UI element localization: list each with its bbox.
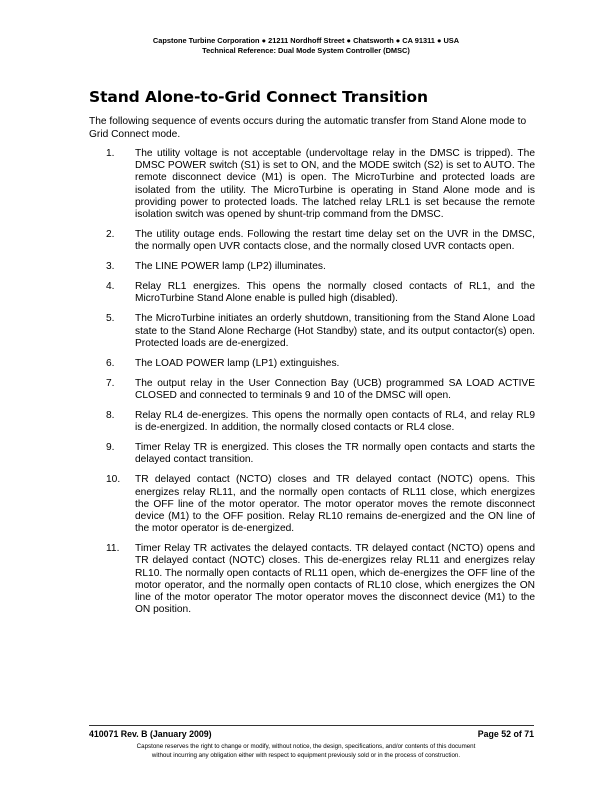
step-number: 8. (106, 410, 115, 422)
list-item (89, 474, 535, 535)
step-text: The utility voltage is not acceptable (undervoltage relay in the DMSC is tripped). The DMSC POWER switch (S1) is set to ON, and the MODE switch (S2) is set to AUTO. The remote disconnect device (M1) is open. The MicroTurbine and protected loads are isolated from the utility. The MicroTurbine is operating in Stand Alone mode and is providing power to protected loads. The latched relay LRL1 is set because the remote isolation switch was opened by shunt-trip command from the DMSC. (135, 148, 535, 221)
list-item (89, 148, 535, 221)
page-number: Page 52 of 71 (477, 729, 534, 739)
step-number: 10. (106, 474, 121, 486)
step-text: The output relay in the User Connection Bay (UCB) programmed SA LOAD ACTIVE CLOSED and connected to terminals 9 and 10 of the DMSC will open. (135, 377, 535, 402)
step-text: Timer Relay TR activates the delayed contacts. TR delayed contact (NCTO) opens and TR delayed contact (NOTC) closes. This de-energizes relay RL11 and energizes relay RL10. The normally open contacts of RL11 open, which de-energizes the OFF line of the motor operator, and the normally open contacts of RL10 close, which energizes the ON line of the motor operator The motor operator moves the disconnect device (M1) to the ON position. (135, 543, 535, 616)
step-number: 2. (106, 229, 115, 241)
step-number: 1. (106, 148, 115, 159)
step-text: The LOAD POWER lamp (LP1) extinguishes. (135, 357, 340, 369)
step-text: TR delayed contact (NCTO) closes and TR delayed contact (NOTC) opens. This energizes relay RL11, and the normally open contacts of RL11 close, which energizes the OFF line of the motor operator. The motor operator moves the remote disconnect device (M1) to the OFF position. Relay RL10 remains de-energized and the ON line of the motor operator is de-energized. (135, 474, 535, 535)
step-number: 4. (106, 281, 115, 293)
list-item (89, 229, 535, 253)
step-number: 9. (106, 442, 115, 454)
intro-paragraph: The following sequence of events occurs during the automatic transfer from Stand Alone mode to Grid Connect mode. (89, 116, 527, 140)
disclaimer-line-1: Capstone reserves the right to change or modify, without notice, the design, specifications, and/or contents of this document (136, 743, 476, 750)
transition-steps-list (89, 148, 535, 624)
header-company-address: Capstone Turbine Corporation ● 21211 Nordhoff Street ● Chatsworth ● CA 91311 ● USA (152, 36, 460, 45)
disclaimer-line-2: without incurring any obligation either with respect to equipment previously sold or in the process of construction. (151, 752, 461, 759)
footer-divider (89, 725, 534, 726)
document-revision: 410071 Rev. B (January 2009) (89, 729, 212, 739)
list-item (89, 442, 535, 466)
step-number: 3. (106, 261, 115, 273)
list-item (89, 358, 535, 370)
section-title: Stand Alone-to-Grid Connect Transition (89, 88, 428, 106)
step-text: Timer Relay TR is energized. This closes the TR normally open contacts and starts the delayed contact transition. (135, 442, 535, 466)
step-number: 5. (106, 313, 115, 325)
step-text: Relay RL4 de-energizes. This opens the normally open contacts of RL4, and relay RL9 is de-energized. In addition, the normally closed contacts or RL4 close. (135, 410, 535, 434)
step-text: Relay RL1 energizes. This opens the normally closed contacts of RL1, and the MicroTurbine Stand Alone enable is pulled high (disabled). (135, 281, 535, 305)
list-item (89, 281, 535, 305)
step-text: The LINE POWER lamp (LP2) illuminates. (135, 261, 326, 273)
step-text: The utility outage ends. Following the restart time delay set on the UVR in the DMSC, the normally open UVR contacts close, and the normally closed UVR contacts open. (135, 229, 535, 253)
step-number: 6. (106, 357, 115, 369)
list-item (89, 378, 535, 402)
step-text: The MicroTurbine initiates an orderly shutdown, transitioning from the Stand Alone Load state to the Stand Alone Recharge (Hot Standby) state, and its output contactor(s) open. Protected loads are de-energized. (135, 313, 535, 349)
list-item (89, 261, 535, 273)
list-item (89, 313, 535, 350)
header-document-title: Technical Reference: Dual Mode System Controller (DMSC) (202, 46, 410, 55)
list-item (89, 543, 535, 616)
list-item (89, 410, 535, 434)
step-number: 11. (106, 543, 120, 555)
step-number: 7. (106, 377, 115, 389)
